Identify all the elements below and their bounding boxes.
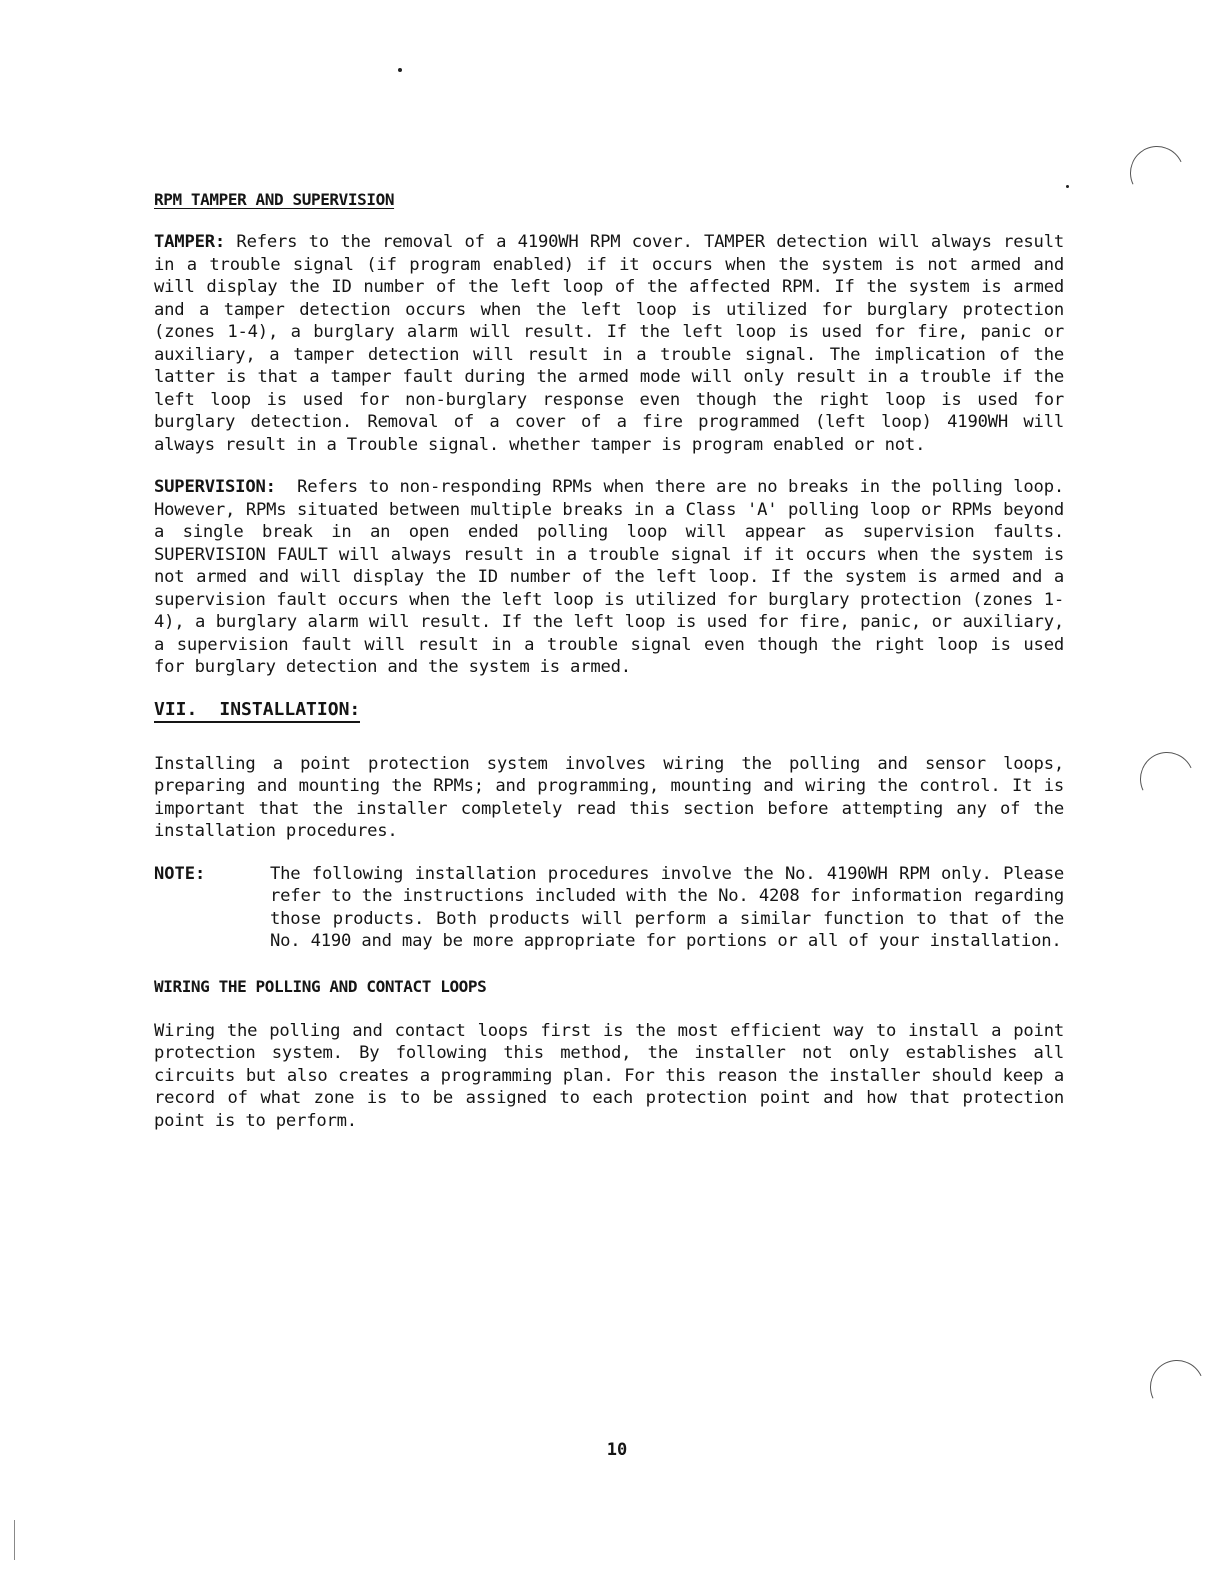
- note-label: NOTE:: [154, 863, 206, 884]
- punch-hole-middle: [1132, 744, 1201, 813]
- scan-speck: [1066, 185, 1069, 188]
- section-title: INSTALLATION:: [219, 698, 361, 720]
- wiring-heading: WIRING THE POLLING AND CONTACT LOOPS: [154, 976, 487, 996]
- supervision-paragraph: [154, 476, 1064, 679]
- supervision-term: SUPERVISION:: [154, 477, 276, 497]
- wiring-paragraph: Wiring the polling and contact loops first is the most efficient way to install a point protection system. By following this method, the installer not only establishes all circuits but also creates a programming plan. For this reason the installer should keep a record of what zone is to be assigned to each protection point and how that protection point is to perform.: [154, 1020, 1064, 1131]
- tamper-text: Refers to the removal of a 4190WH RPM cover. TAMPER detection will always result in a trouble signal (if program enabled) if it occurs when the system is not armed and will display the ID number of the left loop of the affected RPM. If the system is armed and a tamper detection occurs when the left loop is utilized for burglary protection (zones 1-4), a burglary alarm will result. If the left loop is used for fire, panic or auxiliary, a tamper detection will result in a trouble signal. The implication of the latter is that a tamper fault during the armed mode will only result in a trouble if the left loop is used for non-burglary response even though the right loop is used for burglary detection. Removal of a cover of a fire programmed (left loop) 4190WH will always result in a Trouble signal. whether tamper is program enabled or not.: [154, 232, 1064, 455]
- scan-edge-mark: [14, 1520, 15, 1560]
- installation-section-heading-wrap: [154, 699, 1064, 749]
- installation-note: [154, 863, 1064, 953]
- punch-hole-bottom: [1142, 1352, 1211, 1421]
- scan-speck: [398, 68, 402, 72]
- note-text: The following installation procedures involve the No. 4190WH RPM only. Please refer to the instructions included with the No. 4208 for information regarding those products. Both products will perform a similar function to that of the No. 4190 and may be more appropriate for portions or all of your installation.: [270, 863, 1064, 951]
- installation-section-heading: [154, 699, 360, 723]
- installation-intro: Installing a point protection system involves wiring the polling and sensor loops, preparing and mounting the RPMs; and programming, mounting and wiring the control. It is important that the installer completely read this section before attempting any of the installation procedures.: [154, 753, 1064, 841]
- tamper-paragraph: [154, 231, 1064, 456]
- rpm-tamper-supervision-heading: RPM TAMPER AND SUPERVISION: [154, 190, 395, 209]
- document-body: [154, 190, 1064, 1152]
- supervision-text: Refers to non-responding RPMs when there are no breaks in the polling loop. However, RPMs situated between multiple breaks in a Class 'A' polling loop or RPMs beyond a single break in an open ended polling loop will appear as supervision faults. SUPERVISION FAULT will always result in a trouble signal if it occurs when the system is not armed and will display the ID number of the left loop. If the system is armed and a supervision fault occurs when the left loop is utilized for burglary protection (zones 1-4), a burglary alarm will result. If the left loop is used for fire, panic, or auxiliary, a supervision fault will result in a trouble signal even though the right loop is used for burglary detection and the system is armed.: [154, 477, 1064, 677]
- punch-hole-top: [1122, 138, 1191, 207]
- section-number: VII.: [154, 698, 198, 720]
- tamper-term: TAMPER:: [154, 232, 226, 252]
- page-number: 10: [606, 1440, 628, 1460]
